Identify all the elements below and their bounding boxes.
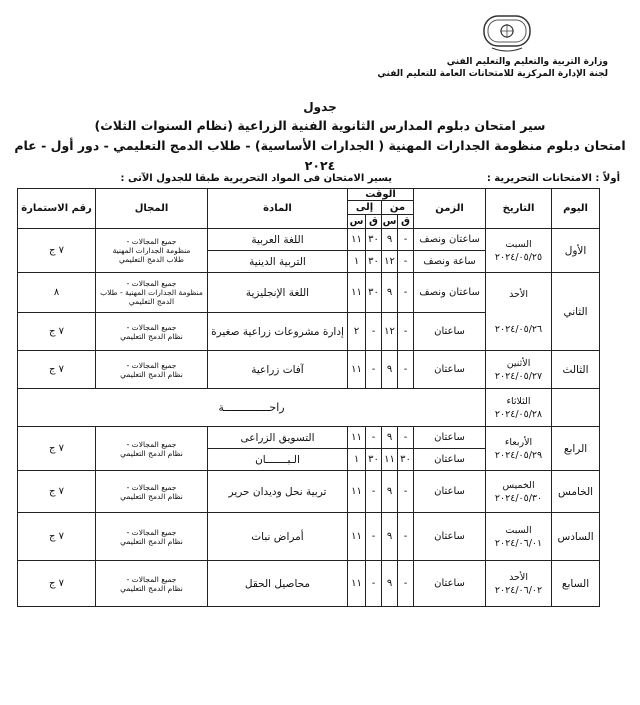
table-row — [18, 513, 600, 561]
from-minute: ٣٠ — [398, 449, 414, 471]
duration-cell: ساعة ونصف — [414, 251, 486, 273]
field-line: جميع المجالات - — [126, 322, 177, 332]
duration-cell: ساعتان — [414, 313, 486, 351]
from-minute: - — [398, 313, 414, 351]
table-row — [18, 389, 600, 427]
to-hour: ٢ — [348, 313, 366, 351]
to-minute: - — [366, 471, 382, 513]
duration-cell: ساعتان ونصف — [414, 229, 486, 251]
header-from-hour: س — [382, 216, 397, 227]
to-minute: - — [366, 351, 382, 389]
to-minute: ٣٠ — [366, 449, 382, 471]
document-titles — [0, 98, 640, 176]
date-value: ٢٠٢٤/٠٦/٠١ — [494, 537, 543, 549]
date-cell — [486, 427, 552, 471]
field-cell — [96, 229, 208, 273]
to-hour: ١١ — [348, 561, 366, 607]
table-row — [18, 229, 600, 251]
date-value: ٢٠٢٤/٠٦/٠٢ — [494, 584, 543, 596]
ministry-seal-logo — [478, 14, 536, 54]
to-minute: - — [366, 313, 382, 351]
subject-cell: آفات زراعية — [208, 351, 348, 389]
day-cell — [552, 389, 600, 427]
ministry-line-2: لجنة الإدارة المركزية للامتحانات العامة للتعليم الفني — [377, 69, 608, 79]
field-line: جميع المجالات - — [126, 439, 177, 449]
document-subtitle-1: سير امتحان دبلوم المدارس الثانوية الفنية الزراعية (نظام السنوات الثلاث) — [94, 118, 546, 133]
subject-cell: اللغة الإنجليزية — [208, 273, 348, 313]
duration-cell: ساعتان — [414, 561, 486, 607]
table-row — [18, 427, 600, 449]
table-row — [18, 471, 600, 513]
day-cell: الأول — [552, 229, 600, 273]
to-hour: ١١ — [348, 513, 366, 561]
date-value: ٢٠٢٤/٠٥/٣٠ — [494, 492, 543, 504]
date-value: ٢٠٢٤/٠٥/٢٨ — [494, 408, 543, 420]
field-line: جميع المجالات - — [126, 237, 177, 246]
field-line: نظام الدمج التعليمي — [120, 448, 183, 458]
exam-schedule-table — [17, 188, 600, 607]
field-cell — [96, 471, 208, 513]
date-cell — [486, 273, 552, 351]
ministry-line-1: وزارة التربية والتعليم والتعليم الفني — [446, 57, 608, 67]
to-hour: ١١ — [348, 351, 366, 389]
from-hour: ٩ — [382, 513, 398, 561]
field-line: نظام الدمج التعليمي — [120, 331, 183, 341]
weekday: السبت — [505, 524, 532, 536]
day-cell: الثالث — [552, 351, 600, 389]
subject-cell: التسويق الزراعى — [208, 427, 348, 449]
weekday: الخميس — [502, 479, 535, 491]
form-number-cell: ٧ ج — [18, 229, 96, 273]
day-cell: الخامس — [552, 471, 600, 513]
duration-cell: ساعتان — [414, 351, 486, 389]
form-number-cell: ٧ ج — [18, 427, 96, 471]
field-line: جميع المجالات - — [126, 482, 177, 492]
ministry-header — [377, 56, 608, 80]
duration-cell: ساعتان — [414, 449, 486, 471]
day-cell: الثاني — [552, 273, 600, 351]
header-field: المجال — [96, 189, 208, 229]
table-row — [18, 351, 600, 389]
header-to: إلى — [348, 201, 382, 215]
from-minute: - — [398, 229, 414, 251]
subject-cell: التربية الدينية — [208, 251, 348, 273]
from-hour: ٩ — [382, 351, 398, 389]
from-minute: - — [398, 513, 414, 561]
to-hour: ١١ — [348, 273, 366, 313]
from-hour: ١٢ — [382, 251, 398, 273]
date-cell — [486, 389, 552, 427]
from-minute: - — [398, 273, 414, 313]
table-row — [18, 273, 600, 313]
to-hour: ١١ — [348, 229, 366, 251]
form-number-cell: ٧ ج — [18, 513, 96, 561]
section-label: أولاً : الامتحانات التحريرية : — [486, 173, 620, 184]
from-minute: - — [398, 561, 414, 607]
field-line: نظام الدمج التعليمي — [120, 536, 183, 546]
date-value: ٢٠٢٤/٠٥/٢٥ — [494, 251, 543, 263]
field-line: طلاب الدمج التعليمي — [118, 255, 185, 264]
form-number-cell: ٧ ج — [18, 351, 96, 389]
field-cell — [96, 513, 208, 561]
to-hour: ١ — [348, 449, 366, 471]
header-time: الوقت — [348, 189, 414, 201]
document-subtitle-2: امتحان دبلوم منظومة الجدارات المهنية ( الجدارات الأساسية) - طلاب الدمج التعليمي - دور أول - عام ٢٠٢٤ — [14, 138, 626, 173]
form-number-cell: ٧ ج — [18, 561, 96, 607]
weekday: السبت — [505, 238, 532, 250]
field-line: نظام الدمج التعليمي — [120, 491, 183, 501]
header-day: اليوم — [552, 189, 600, 229]
day-cell: السابع — [552, 561, 600, 607]
to-hour: ١١ — [348, 427, 366, 449]
field-cell — [96, 351, 208, 389]
header-to-minute: ق — [366, 215, 382, 229]
field-cell — [96, 313, 208, 351]
from-minute: - — [398, 351, 414, 389]
from-hour: ١٢ — [382, 313, 398, 351]
weekday: الأحد — [509, 571, 528, 583]
field-line: منظومة الجدارات المهنية - طلاب الدمج التعليمي — [100, 288, 203, 306]
field-line: نظام الدمج التعليمي — [120, 369, 183, 379]
from-hour: ٩ — [382, 561, 398, 607]
from-hour: ١١ — [382, 449, 398, 471]
header-date: التاريخ — [486, 189, 552, 229]
header-duration: الزمن — [414, 189, 486, 229]
form-number-cell: ٧ ج — [18, 471, 96, 513]
table-row — [18, 561, 600, 607]
rest-day-cell: راحــــــــــــــة — [18, 389, 486, 427]
to-hour: ١١ — [348, 471, 366, 513]
from-minute: - — [398, 427, 414, 449]
document-title: جدول — [303, 100, 337, 114]
date-cell — [486, 471, 552, 513]
form-number-cell: ٧ ج — [18, 313, 96, 351]
field-line: جميع المجالات - — [126, 574, 177, 584]
duration-cell: ساعتان — [414, 471, 486, 513]
subject-cell: أمراض نبات — [208, 513, 348, 561]
subject-cell: محاصيل الحقل — [208, 561, 348, 607]
subject-cell: الـبـــــــان — [208, 449, 348, 471]
header-from-minute: ق — [398, 215, 414, 229]
field-line: جميع المجالات - — [126, 279, 177, 288]
date-value: ٢٠٢٤/٠٥/٢٧ — [494, 370, 543, 382]
to-minute: - — [366, 561, 382, 607]
subject-cell: تربية نحل وديدان حرير — [208, 471, 348, 513]
field-line: منظومة الجدارات المهنية — [112, 246, 191, 255]
form-number-cell: ٨ — [18, 273, 96, 313]
from-hour: ٩ — [382, 471, 398, 513]
section-text: يسير الامتحان فى المواد التحريرية طبقا للجدول الآتى : — [120, 173, 392, 184]
from-hour: ٩ — [382, 273, 398, 313]
field-cell — [96, 427, 208, 471]
header-subject: المادة — [208, 189, 348, 229]
subject-cell: إدارة مشروعات زراعية صغيرة — [208, 313, 348, 351]
to-minute: - — [366, 427, 382, 449]
header-form-number: رقم الاستمارة — [18, 189, 96, 229]
weekday: الأثنين — [506, 357, 531, 369]
header-to-hour: س — [348, 215, 366, 229]
from-hour: ٩ — [382, 427, 398, 449]
date-cell — [486, 513, 552, 561]
weekday: الثلاثاء — [506, 395, 531, 407]
duration-cell: ساعتان — [414, 427, 486, 449]
weekday: الأربعاء — [504, 436, 533, 448]
to-minute: - — [366, 513, 382, 561]
date-cell — [486, 229, 552, 273]
to-hour: ١ — [348, 251, 366, 273]
subject-cell: اللغة العربية — [208, 229, 348, 251]
field-line: جميع المجالات - — [126, 360, 177, 370]
date-value: ٢٠٢٤/٠٥/٢٦ — [494, 323, 543, 335]
field-line: نظام الدمج التعليمي — [120, 583, 183, 593]
duration-cell: ساعتان ونصف — [414, 273, 486, 313]
to-minute: ٣٠ — [366, 229, 382, 251]
field-cell — [96, 273, 208, 313]
weekday: الأحد — [509, 288, 528, 300]
date-cell — [486, 561, 552, 607]
date-value: ٢٠٢٤/٠٥/٢٩ — [494, 449, 543, 461]
duration-cell: ساعتان — [414, 513, 486, 561]
from-minute: - — [398, 251, 414, 273]
field-line: جميع المجالات - — [126, 527, 177, 537]
to-minute: ٣٠ — [366, 251, 382, 273]
header-from: من — [382, 201, 414, 215]
from-hour: ٩ — [382, 229, 398, 251]
day-cell: السادس — [552, 513, 600, 561]
day-cell: الرابع — [552, 427, 600, 471]
to-minute: ٣٠ — [366, 273, 382, 313]
field-cell — [96, 561, 208, 607]
from-minute: - — [398, 471, 414, 513]
date-cell — [486, 351, 552, 389]
